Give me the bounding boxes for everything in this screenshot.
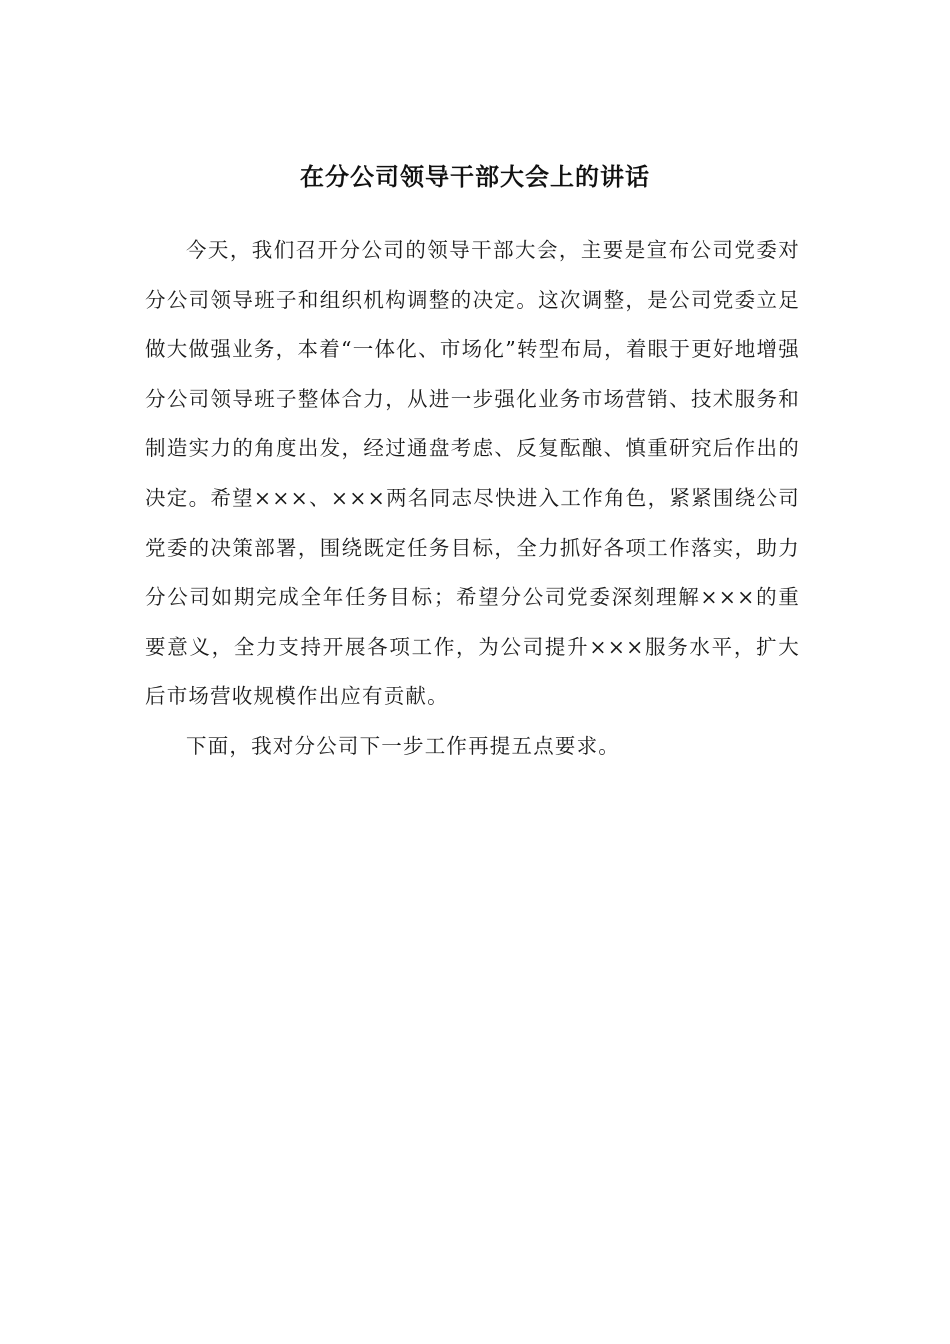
- paragraph: 今天，我们召开分公司的领导干部大会，主要是宣布公司党委对分公司领导班子和组织机构调整的决定。这次调整，是公司党委立足做大做强业务，本着“一体化、市场化”转型布局，着眼于更好地增强分公司领导班子整体合力，从进一步强化业务市场营销、技术服务和制造实力的角度出发，经过通盘考虑、反复酝酿、慎重研究后作出的决定。希望×××、×××两名同志尽快进入工作角色，紧紧围绕公司党委的决策部署，围绕既定任务目标，全力抓好各项工作落实，助力分公司如期完成全年任务目标；希望分公司党委深刻理解×××的重要意义，全力支持开展各项工作，为公司提升×××服务水平，扩大后市场营收规模作出应有贡献。: [145, 238, 800, 709]
- document-body: [145, 226, 800, 772]
- paragraph: 下面，我对分公司下一步工作再提五点要求。: [186, 733, 620, 758]
- document-title: 在分公司领导干部大会上的讲话: [300, 162, 650, 191]
